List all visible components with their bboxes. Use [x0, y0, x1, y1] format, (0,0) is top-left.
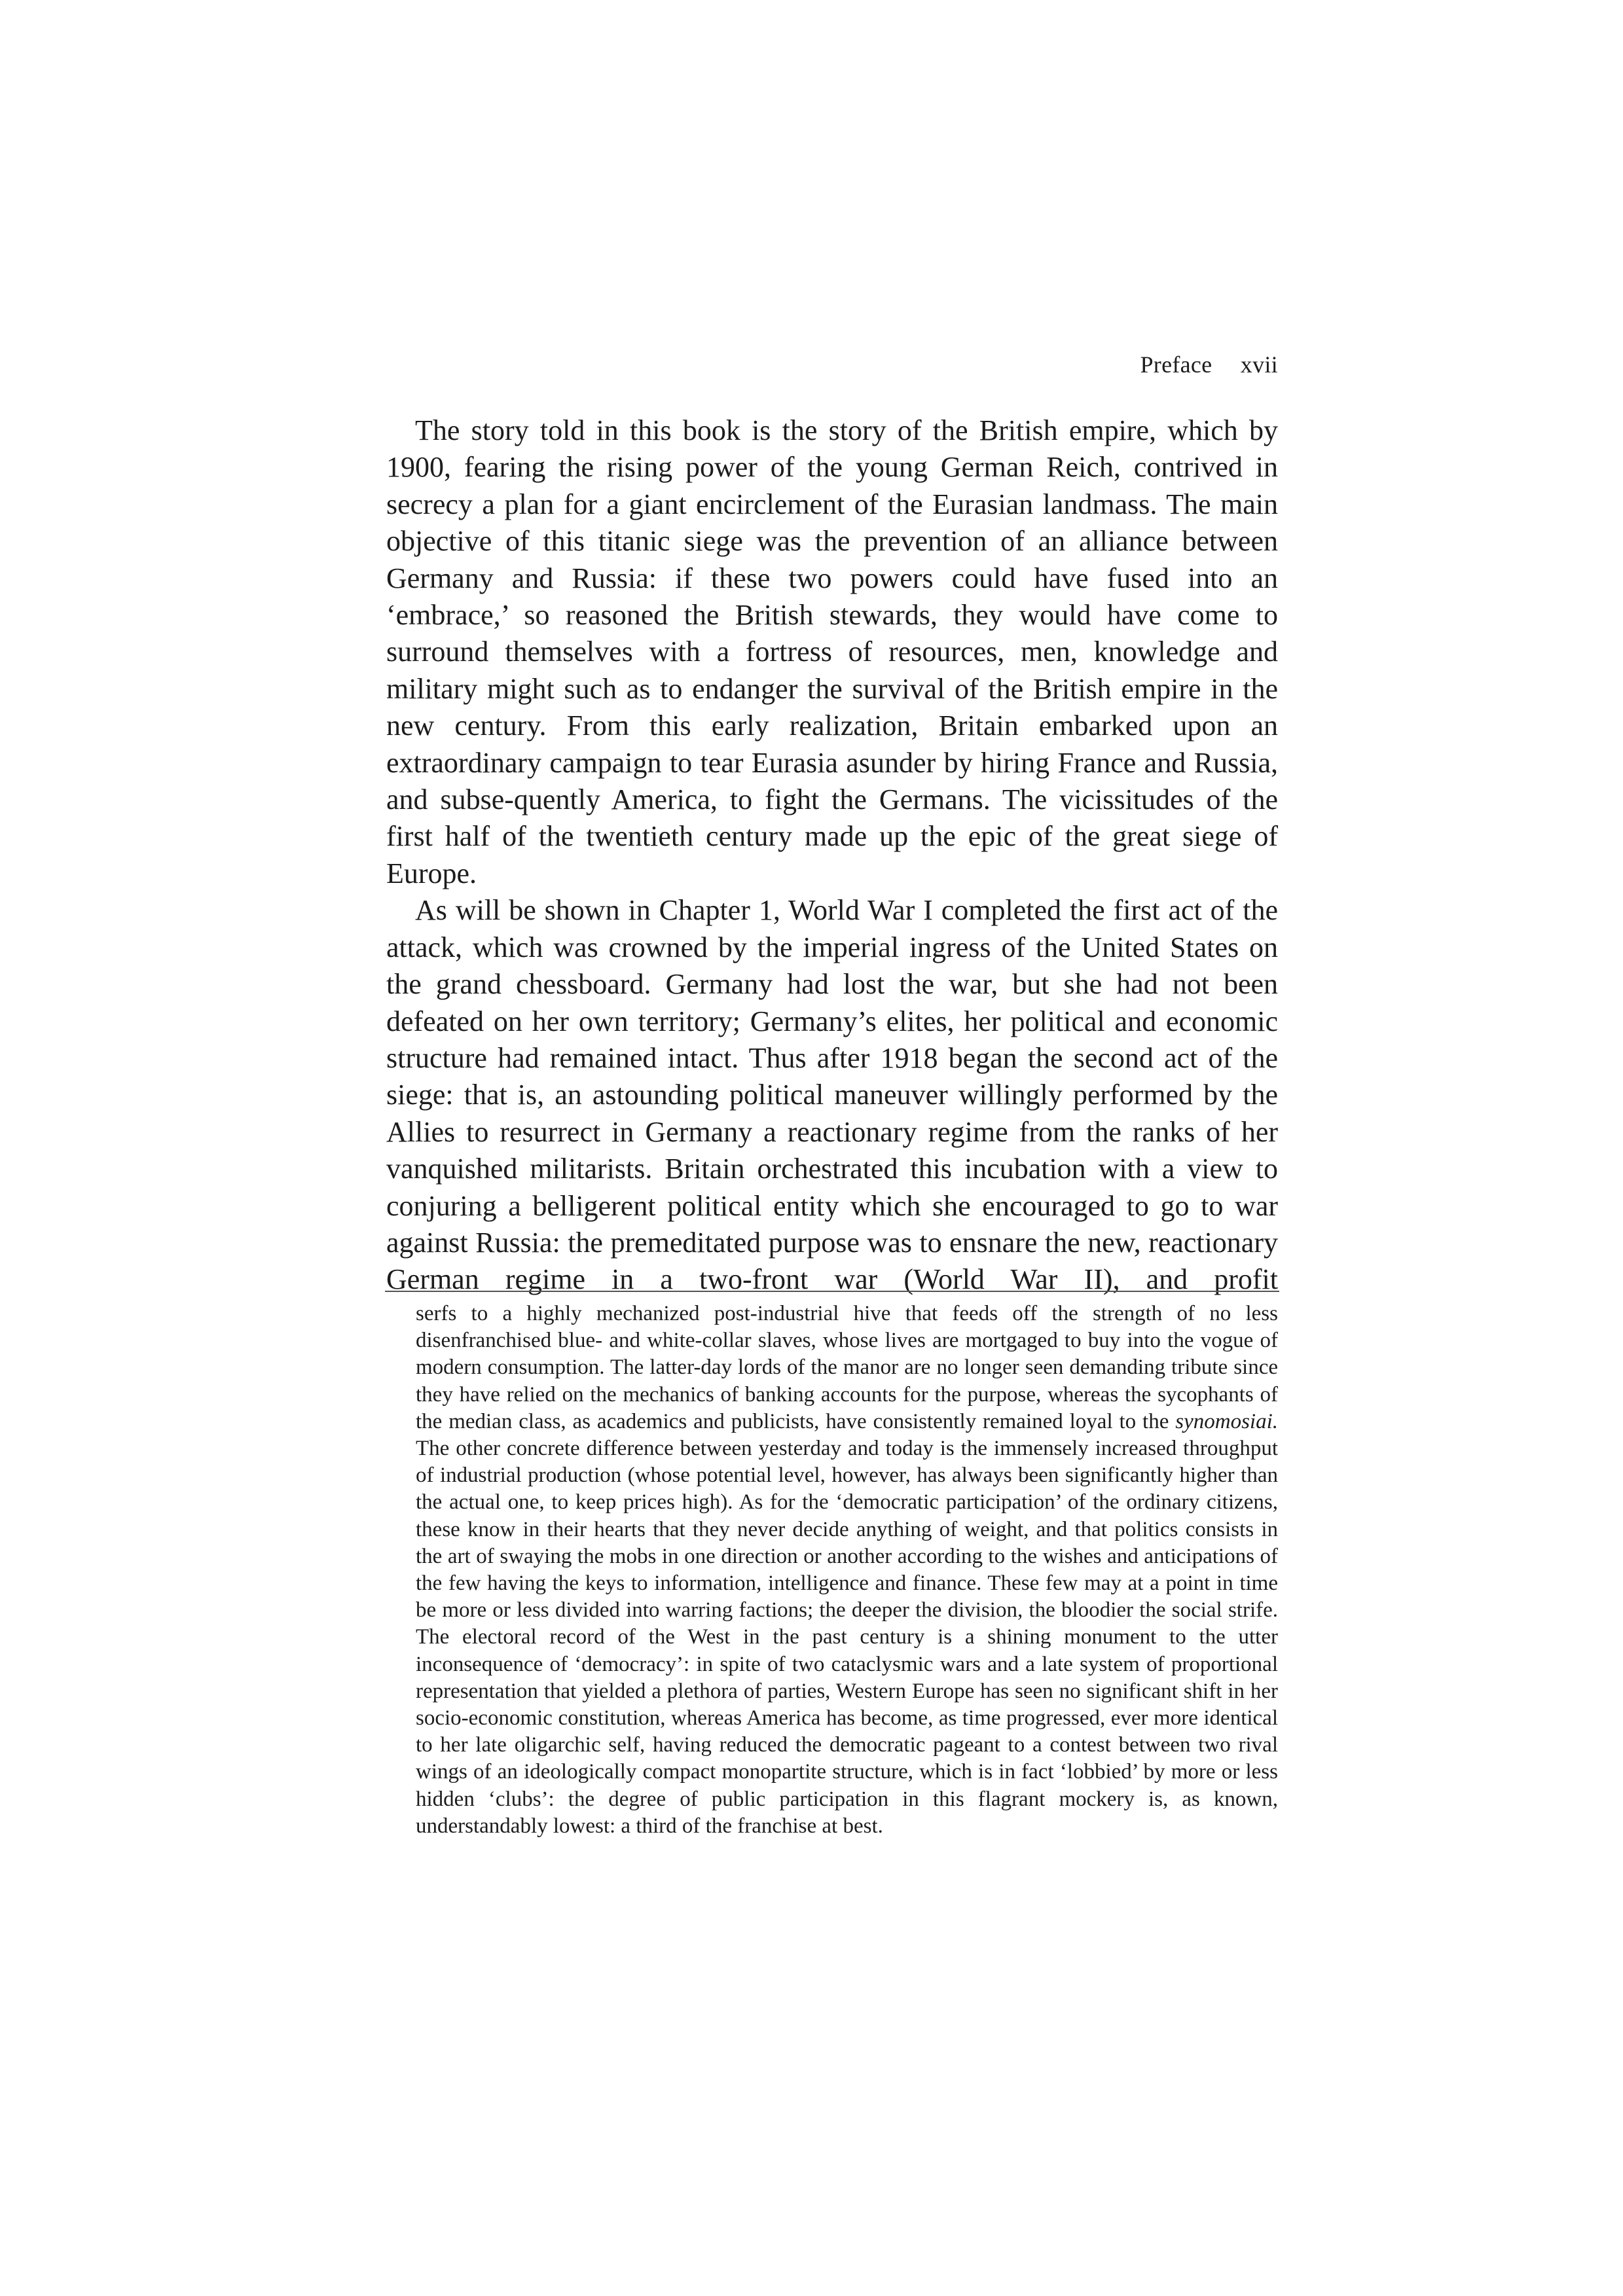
footnote-paragraph: [416, 1300, 1278, 1840]
footnote-text-after-italic: The other concrete difference between yesterday and today is the immensely increased throughput of industrial production (whose potential level, however, has always been significantly higher than the actual one, to keep prices high). As for the ‘democratic participation’ of the ordinary citizens, these know in their hearts that they never decide anything of weight, and that politics consists in the art of swaying the mobs in one direction or another according to the wishes and anticipations of the few having the keys to information, intelligence and finance. These few may at a point in time be more or less divided into warring factions; the deeper the division, the bloodier the social strife. The electoral record of the West in the past century is a shining monument to the utter inconsequence of ‘democracy’: in spite of two cataclysmic wars and a late system of proportional representation that yielded a plethora of parties, Western Europe has seen no significant shift in her socio-economic constitution, whereas America has become, as time progressed, ever more identical to her late oligarchic self, having reduced the democratic pageant to a contest between two rival wings of an ideologically compact monopartite structure, which is in fact ‘lobbied’ by more or less hidden ‘clubs’: the degree of public participation in this flagrant mockery is, as known, understandably lowest: a third of the franchise at best.: [416, 1437, 1278, 1838]
paragraph-2: As will be shown in Chapter 1, World War I completed the first act of the attack, which was crowned by the imperial ingress of the United States on the grand chessboard. Germany had lost the war, but she had not been defeated on her own territory; Germany’s elites, her political and economic structure had remained intact. Thus after 1918 began the second act of the siege: that is, an astounding political maneuver willingly performed by the Allies to resurrect in Germany a reactionary regime from the ranks of her vanquished militarists. Britain orchestrated this incubation with a view to conjuring a belligerent political entity which she encouraged to go to war against Russia: the premeditated purpose was to ensnare the new, reactionary German regime in a two-front war (World War II), and profit: [386, 894, 1278, 1296]
footnote-text-before-italic: serfs to a highly mechanized post-industrial hive that feeds off the strength of no less disenfranchised blue- and white-collar slaves, whose lives are mortgaged to buy into the vogue of modern consumption. The latter-day lords of the manor are no longer seen demanding tribute since they have relied on the mechanics of banking accounts for the purpose, whereas the sycophants of the median class, as academics and publicists, have consistently remained loyal to the: [416, 1302, 1278, 1433]
footnote: [416, 1300, 1278, 1840]
page-number: xvii: [1240, 351, 1278, 378]
running-head: [1140, 351, 1278, 378]
running-head-section: Preface: [1140, 351, 1213, 378]
main-text: [386, 412, 1278, 1299]
footnote-divider: [385, 1291, 1279, 1292]
paragraph-1: The story told in this book is the story of the British empire, which by 1900, fearing the rising power of the young German Reich, contrived in secrecy a plan for a giant encirclement of the Eurasian landmass. The main objective of this titanic siege was the prevention of an alliance between Germany and Russia: if these two powers could have fused into an ‘embrace,’ so reasoned the British stewards, they would have come to surround themselves with a fortress of resources, men, knowledge and military might such as to endanger the survival of the British empire in the new century. From this early realization, Britain embarked upon an extraordinary campaign to tear Eurasia asunder by hiring France and Russia, and subse-quently America, to fight the Germans. The vicissitudes of the first half of the twentieth century made up the epic of the great siege of Europe.: [386, 414, 1278, 889]
footnote-italic-term: synomosiai.: [1175, 1409, 1278, 1433]
